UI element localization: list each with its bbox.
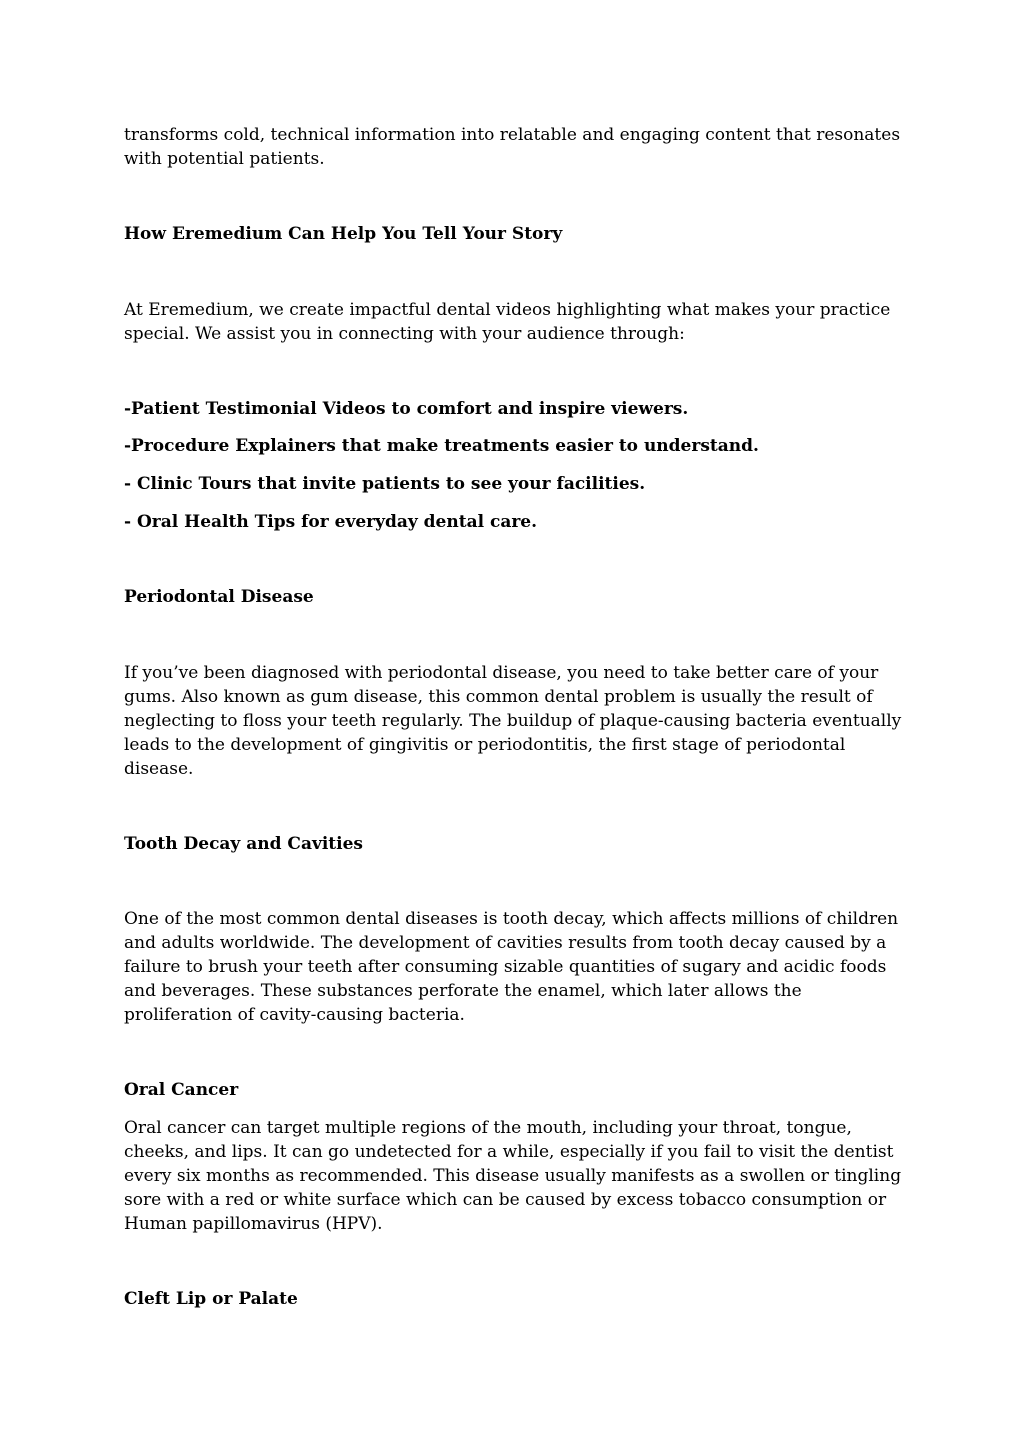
list-item-clinic-tours: - Clinic Tours that invite patients to see your facilities.	[124, 474, 646, 494]
section-paragraph-periodontal: If you’ve been diagnosed with periodontal disease, you need to take better care of your gums. Also known as gum disease, this common dental problem is usually the result of neglecting to floss your teeth regularly. The buildup of plaque-causing bacteria eventually leads to the development of gingivitis or periodontitis, the first stage of periodontal disease.	[124, 663, 902, 779]
section-heading-oral-cancer: Oral Cancer	[124, 1080, 239, 1100]
list-item-explainers: -Procedure Explainers that make treatments easier to understand.	[124, 436, 759, 456]
list-item-oral-health-tips: - Oral Health Tips for everyday dental care.	[124, 512, 538, 532]
section-heading-tooth-decay: Tooth Decay and Cavities	[124, 834, 363, 854]
section-heading-story: How Eremedium Can Help You Tell Your Story	[124, 224, 563, 244]
section-heading-periodontal: Periodontal Disease	[124, 587, 314, 607]
section-heading-cleft: Cleft Lip or Palate	[124, 1289, 298, 1309]
list-item-testimonial: -Patient Testimonial Videos to comfort and inspire viewers.	[124, 399, 689, 419]
section-paragraph-tooth-decay: One of the most common dental diseases is tooth decay, which affects millions of children and adults worldwide. The development of cavities results from tooth decay caused by a failure to brush your teeth after consuming sizable quantities of sugary and acidic foods and beverages. These substances perforate the enamel, which later allows the proliferation of cavity-causing bacteria.	[124, 909, 899, 1025]
intro-paragraph: transforms cold, technical information into relatable and engaging content that resonates with potential patients.	[124, 125, 901, 169]
section-paragraph-oral-cancer: Oral cancer can target multiple regions of the mouth, including your throat, tongue, cheeks, and lips. It can go undetected for a while, especially if you fail to visit the dentist every six months as recommended. This disease usually manifests as a swollen or tingling sore with a red or white surface which can be caused by excess tobacco consumption or Human papillomavirus (HPV).	[124, 1118, 902, 1234]
section-paragraph-story: At Eremedium, we create impactful dental videos highlighting what makes your practice special. We assist you in connecting with your audience through:	[124, 300, 891, 344]
